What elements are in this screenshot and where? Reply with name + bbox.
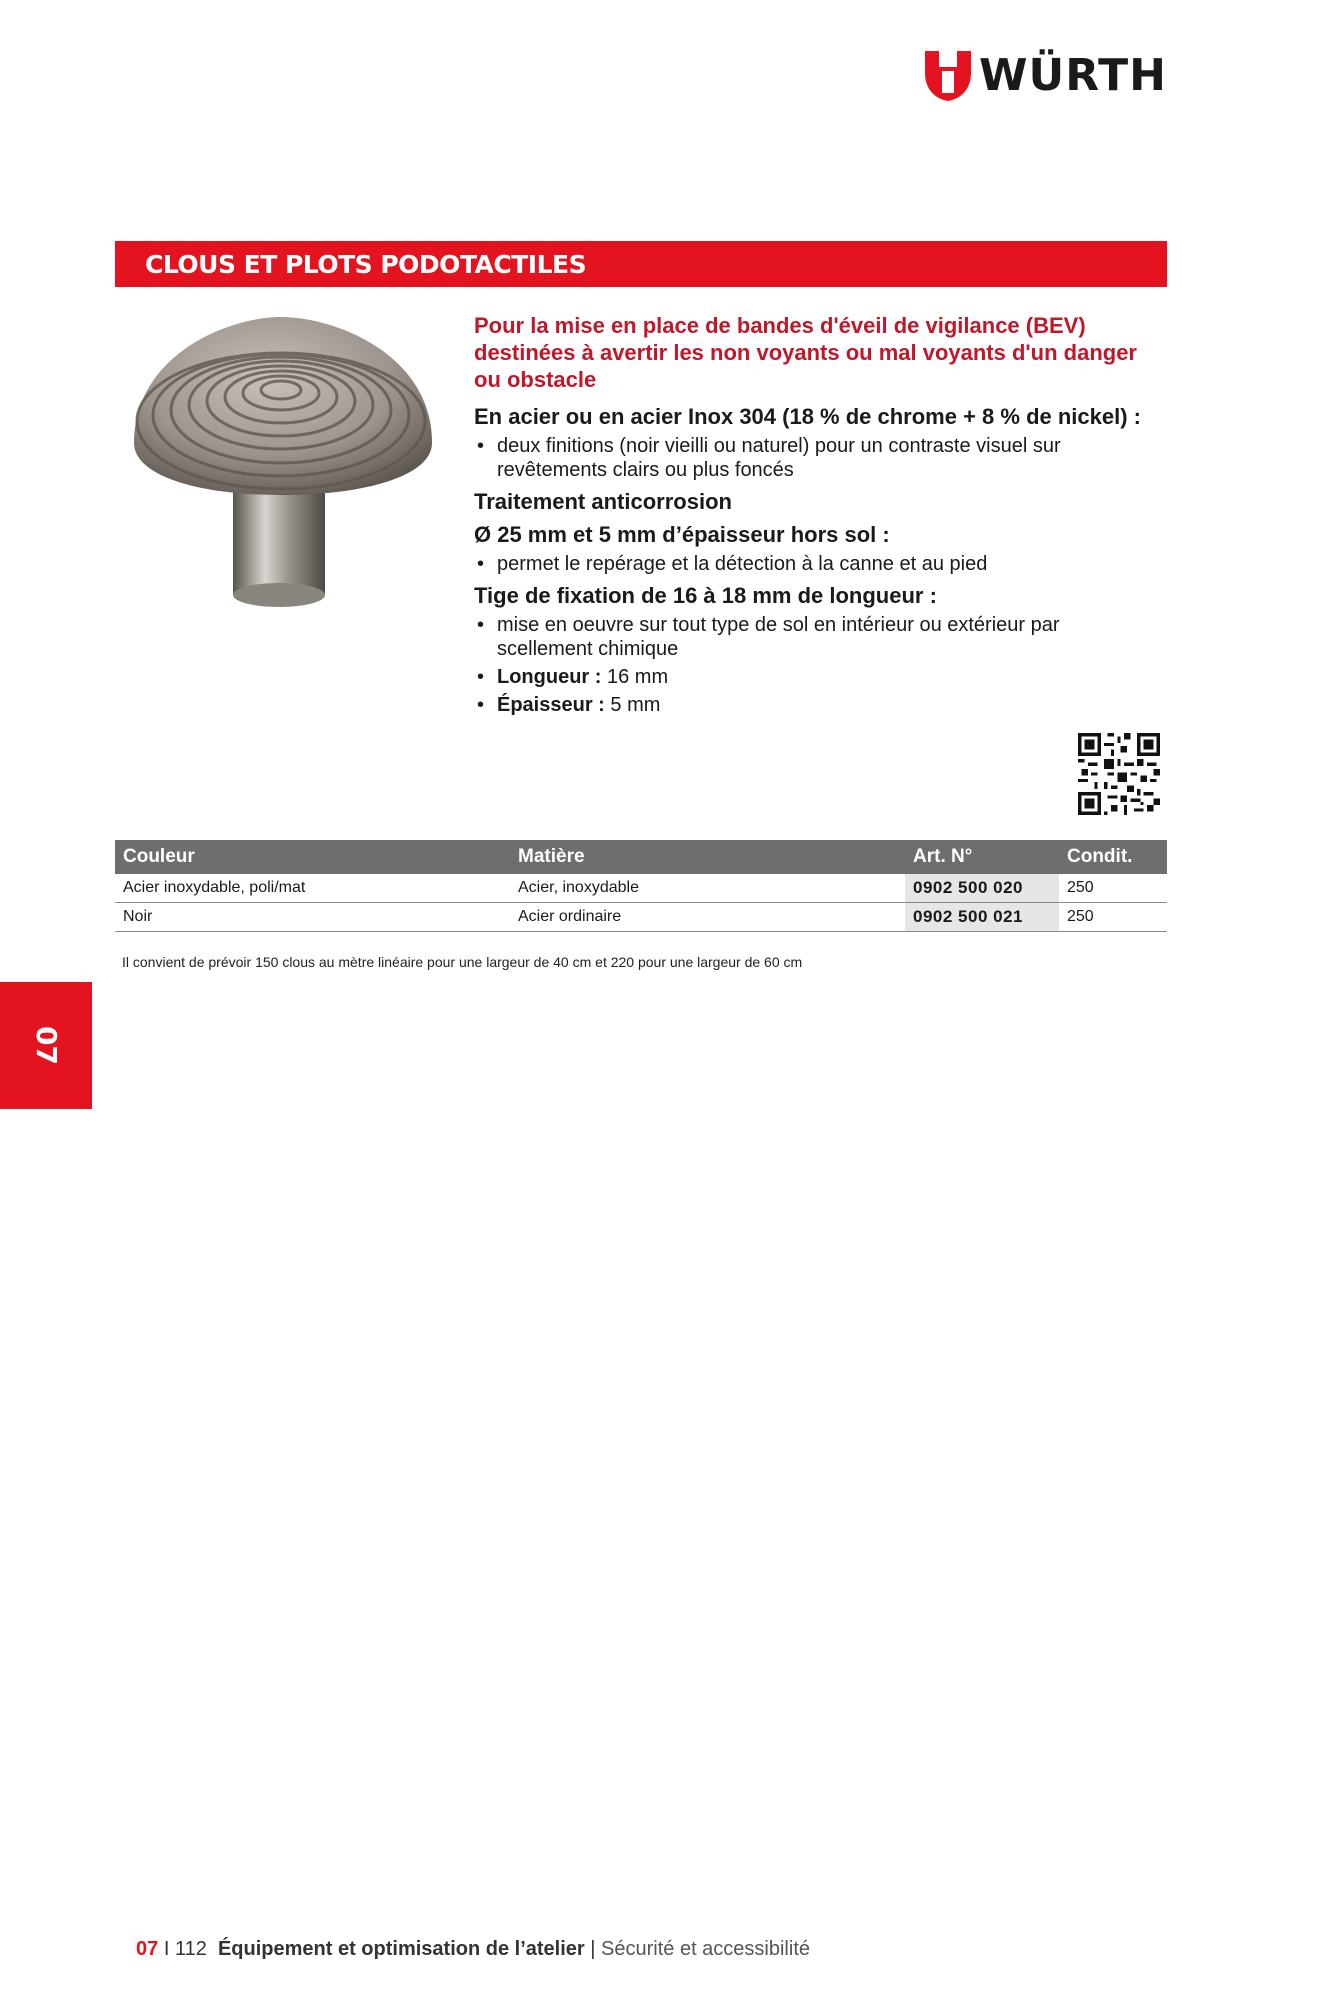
length-value: 16 mm: [607, 666, 669, 688]
footer-section: Équipement et optimisation de l’atelier: [217, 1938, 585, 1960]
stem-list: [474, 613, 1154, 717]
cell-art: 0902 500 020: [905, 874, 1059, 903]
intro-text: Pour la mise en place de bandes d'éveil de vigilance (BEV) destinées à avertir les non voyants ou mal voyants d'un danger ou obstacle: [474, 313, 1137, 392]
length-label: Longueur :: [497, 666, 602, 688]
table-header-row: [115, 840, 1167, 874]
footer-separator: I: [163, 1938, 170, 1960]
wurth-emblem-icon: [925, 51, 971, 101]
stem-heading: Tige de fixation de 16 à 18 mm de longueur :: [474, 583, 937, 608]
cell-art: 0902 500 021: [905, 903, 1059, 932]
cell-material: Acier ordinaire: [510, 903, 905, 932]
dimension-bullet: • permet le repérage et la détection à la canne et au pied: [474, 552, 1154, 576]
table-row: [115, 874, 1167, 903]
cell-material: Acier, inoxydable: [510, 874, 905, 903]
cell-cond: 250: [1059, 903, 1167, 932]
tactile-stud-image: [128, 315, 438, 610]
table-row: [115, 903, 1167, 932]
chapter-tab-label: 07: [29, 1026, 63, 1065]
header-material: Matière: [510, 840, 905, 874]
material-bullet: • deux finitions (noir vieilli ou naturel) pour un contraste visuel sur revêtements clairs ou plus foncés: [474, 434, 1154, 482]
dimension-heading: Ø 25 mm et 5 mm d’épaisseur hors sol :: [474, 522, 890, 547]
header-cond: Condit.: [1059, 840, 1167, 874]
material-list: [474, 434, 1154, 482]
footer-divider: |: [590, 1938, 596, 1960]
chapter-tab[interactable]: [0, 982, 92, 1109]
length-spec: [474, 665, 1154, 689]
header-color: Couleur: [115, 840, 510, 874]
thickness-label: Épaisseur :: [497, 694, 605, 716]
dimension-list: [474, 552, 1154, 576]
article-table: [115, 840, 1167, 932]
cell-cond: 250: [1059, 874, 1167, 903]
footer-chapter: 07: [136, 1938, 159, 1960]
page-footer: [136, 1938, 810, 1961]
thickness-value: 5 mm: [610, 694, 661, 716]
material-heading: En acier ou en acier Inox 304 (18 % de chrome + 8 % de nickel) :: [474, 404, 1141, 429]
cell-color: Acier inoxydable, poli/mat: [115, 874, 510, 903]
cell-color: Noir: [115, 903, 510, 932]
treatment-heading: Traitement anticorrosion: [474, 489, 732, 514]
stem-bullet: • mise en oeuvre sur tout type de sol en intérieur ou extérieur par scellement chimique: [474, 613, 1154, 661]
footer-page-number: 112: [174, 1938, 207, 1960]
thickness-spec: [474, 693, 1154, 717]
footer-subsection: Sécurité et accessibilité: [601, 1938, 810, 1960]
qr-code[interactable]: [1078, 733, 1160, 815]
wurth-logo: [925, 50, 1167, 101]
product-description: [474, 312, 1154, 721]
section-title: CLOUS ET PLOTS PODOTACTILES: [145, 249, 587, 279]
header-art: Art. N°: [905, 840, 1059, 874]
section-title-bar: [115, 241, 1167, 287]
brand-name: WÜRTH: [979, 50, 1168, 101]
usage-note: Il convient de prévoir 150 clous au mètre linéaire pour une largeur de 40 cm et 220 pour une largeur de 60 cm: [122, 954, 803, 970]
